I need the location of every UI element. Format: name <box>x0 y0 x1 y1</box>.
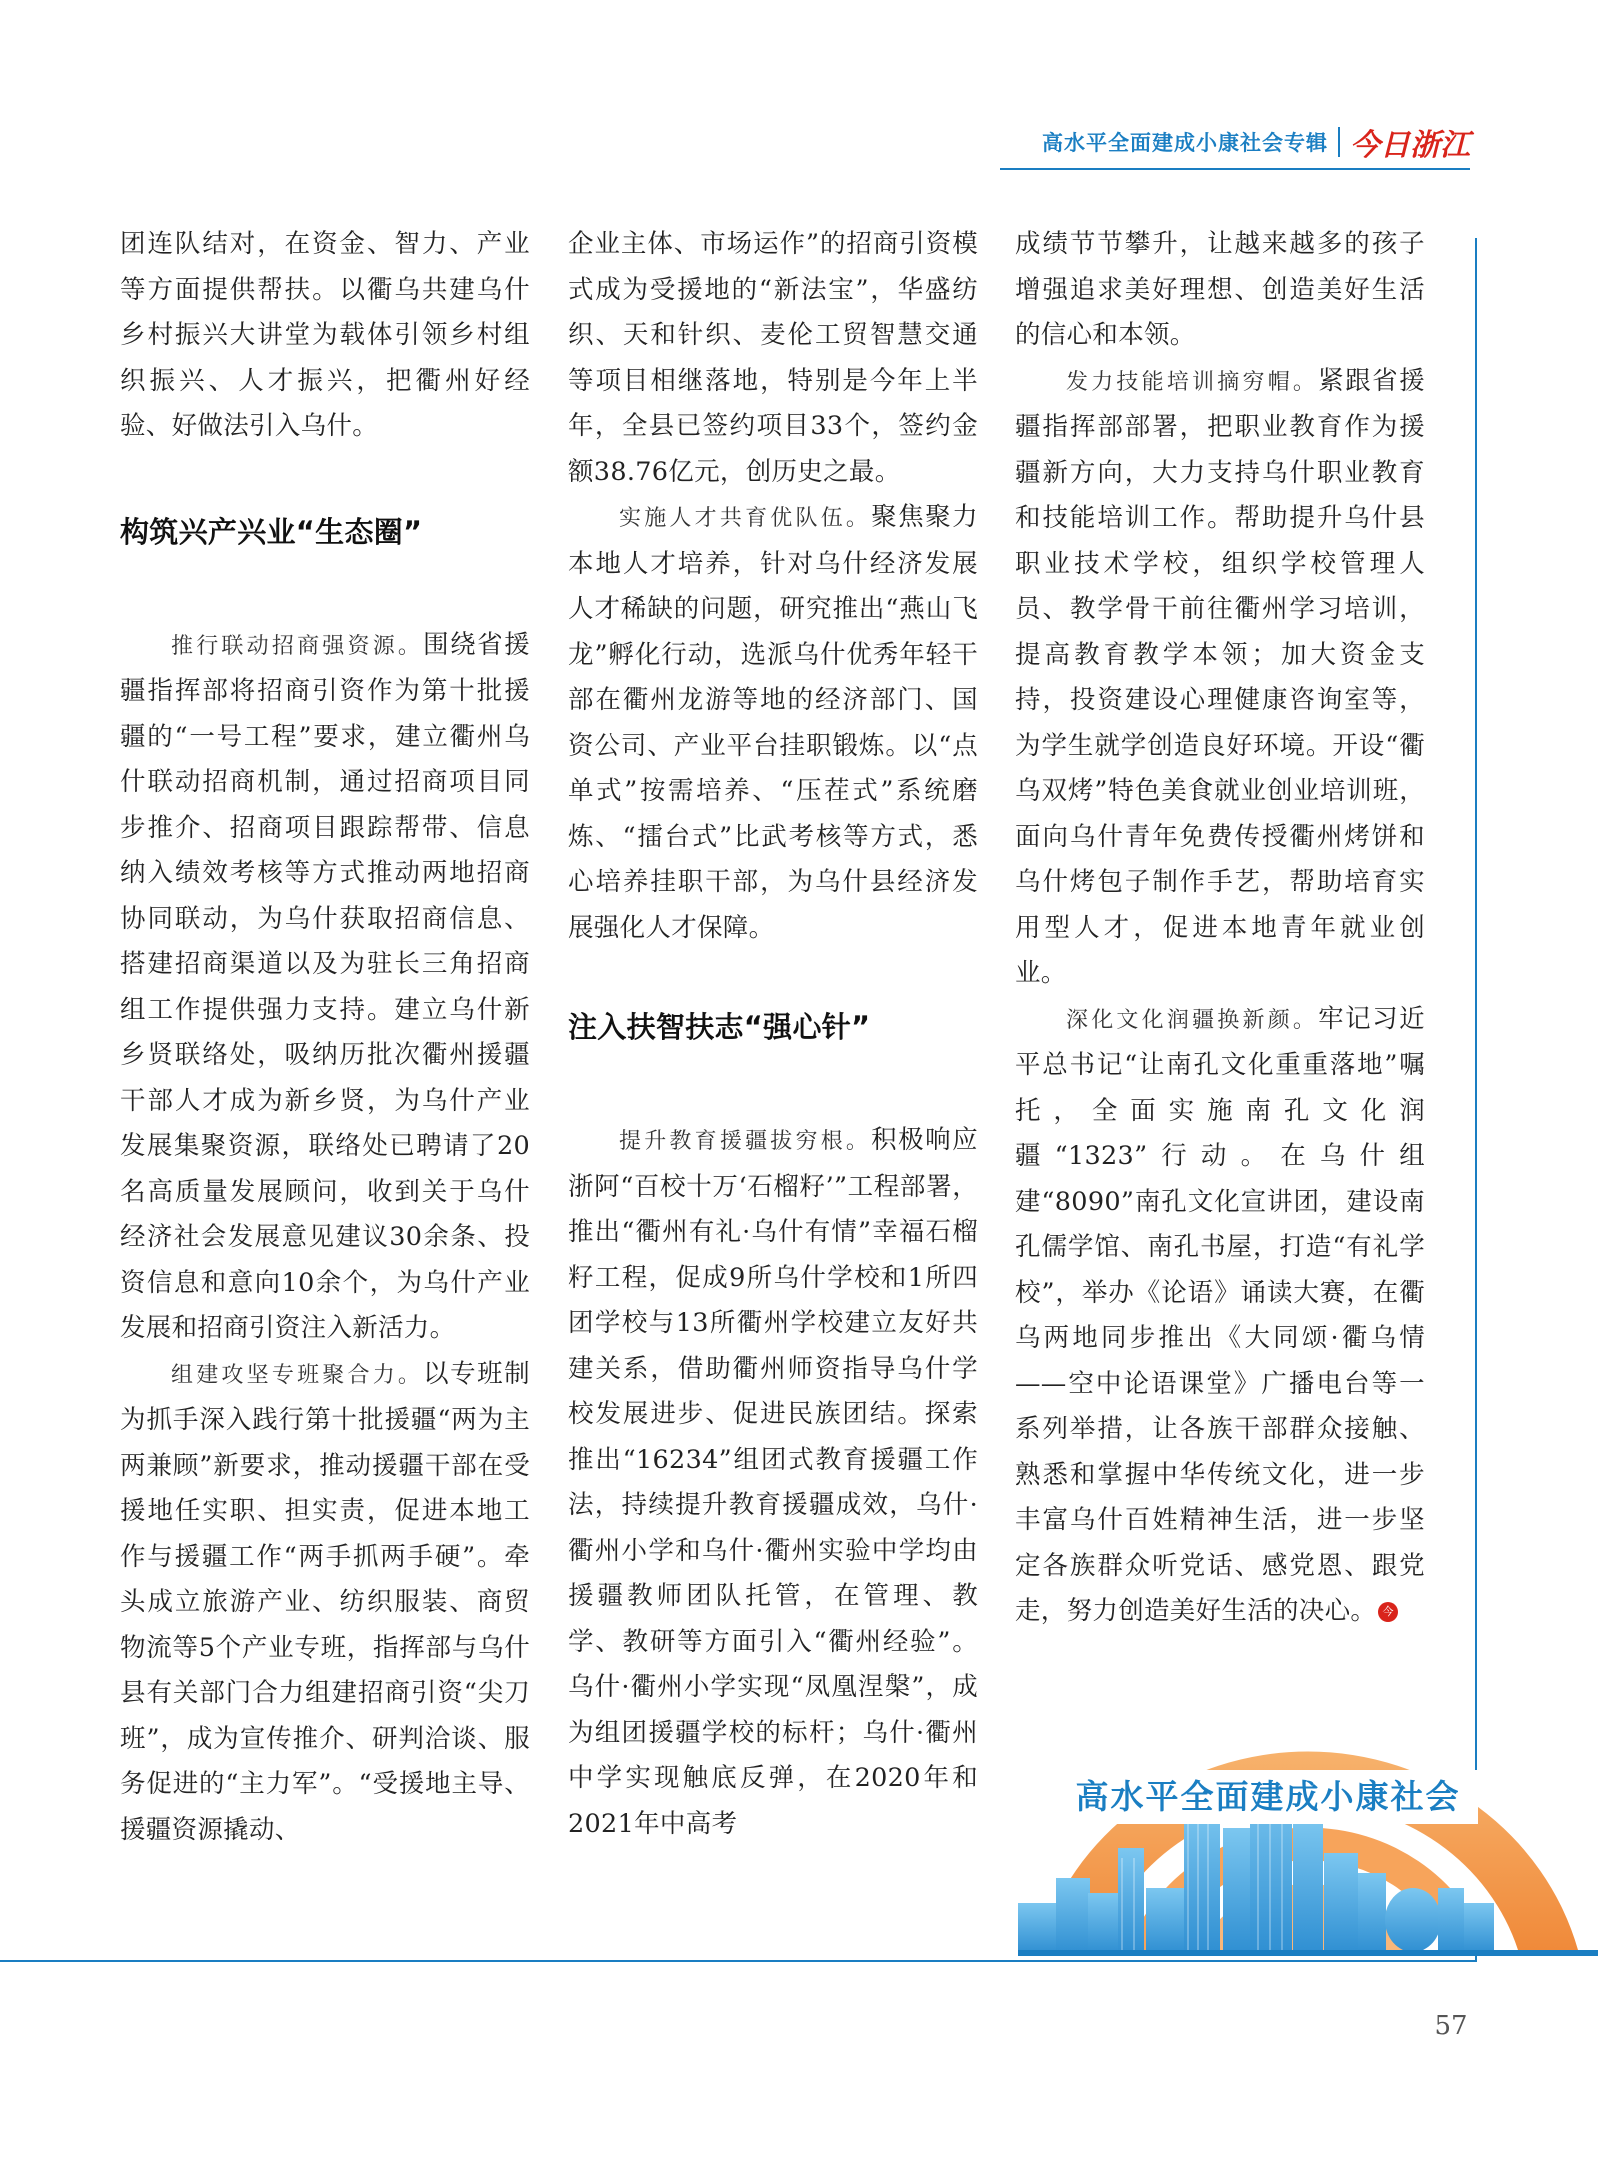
magazine-logo: 今日浙江 <box>1350 128 1470 163</box>
page-number: 57 <box>1434 2011 1468 2041</box>
section-heading: 构筑兴产兴业“生态圈” <box>120 514 423 549</box>
header-divider <box>1338 127 1340 157</box>
paragraph <box>120 1352 530 1854</box>
page-header <box>1000 120 1470 164</box>
paragraph-body: 牢记习近平总书记“让南孔文化重重落地”嘱托，全面实施南孔文化润疆“1323”行动。在乌什组建“8090”南孔文化宣讲团，建设南孔儒学馆、南孔书屋，打造“有礼学校”，举办《论语》诵读大赛，在衢乌两地同步推出《大同颂·衢乌情——空中论语课堂》广播电台等一系列举措，让各族干部群众接触、熟悉和掌握中华传统文化，进一步丰富乌什百姓精神生活，进一步坚定各族群众听党话、感党恩、跟党走，努力创造美好生活的决心。 <box>1015 1003 1425 1626</box>
banner-title: 高水平全面建成小康社会 <box>1058 1770 1478 1824</box>
section-heading: 注入扶智扶志“强心针” <box>568 1010 871 1044</box>
paragraph-lead: 深化文化润疆换新颜。 <box>1066 1007 1319 1033</box>
paragraph-lead: 发力技能培训摘穷帽。 <box>1066 369 1319 395</box>
end-mark-icon: 今 <box>1378 1602 1398 1622</box>
paragraph-lead: 提升教育援疆拔穷根。 <box>619 1129 872 1154</box>
article-column-3 <box>1015 222 1425 1635</box>
paragraph-lead: 组建攻坚专班聚合力。 <box>171 1362 424 1388</box>
article-column-1 <box>120 222 530 1853</box>
paragraph-lead: 推行联动招商强资源。 <box>171 633 424 659</box>
theme-banner <box>1018 1688 1598 1978</box>
paragraph: 企业主体、市场运作”的招商引资模式成为受援地的“新法宝”，华盛纺织、天和针织、麦伦工贸智慧交通等项目相继落地，特别是今年上半年，全县已签约项目33个，签约金额38.76亿元，创历史之最。 <box>568 229 978 487</box>
paragraph <box>568 495 978 951</box>
header-underline <box>1000 168 1470 170</box>
paragraph: 成绩节节攀升，让越来越多的孩子增强追求美好理想、创造美好生活的信心和本领。 <box>1015 229 1425 350</box>
paragraph <box>120 623 530 1352</box>
paragraph <box>568 1118 978 1847</box>
paragraph-body: 以专班制为抓手深入践行第十批援疆“两为主两兼顾”新要求，推动援疆干部在受援地任实职、担实责，促进本地工作与援疆工作“两手抓两手硬”。牵头成立旅游产业、纺织服装、商贸物流等5个产业专班，指挥部与乌什县有关部门合力组建招商引资“尖刀班”，成为宣传推介、研判洽谈、服务促进的“主力军”。“受援地主导、援疆资源撬动、 <box>120 1358 530 1845</box>
paragraph-lead: 实施人才共育优队伍。 <box>619 506 872 531</box>
paragraph-body: 积极响应浙阿“百校十万‘石榴籽’”工程部署，推出“衢州有礼·乌什有情”幸福石榴籽工程，促成9所乌什学校和1所四团学校与13所衢州学校建立友好共建关系，借助衢州师资指导乌什学校发展进步、促进民族团结。探索推出“16234”组团式教育援疆工作法，持续提升教育援疆成效，乌什·衢州小学和乌什·衢州实验中学均由援疆教师团队托管，在管理、教学、教研等方面引入“衢州经验”。乌什·衢州小学实现“凤凰涅槃”，成为组团援疆学校的标杆；乌什·衢州中学实现触底反弹，在2020年和2021年中高考 <box>568 1125 978 1839</box>
section-title: 高水平全面建成小康社会专辑 <box>1042 131 1328 155</box>
article-column-2 <box>568 222 978 1847</box>
skyline-illustration <box>1018 1688 1598 1978</box>
paragraph <box>1015 997 1425 1635</box>
paragraph <box>1015 359 1425 997</box>
paragraph-body: 围绕省援疆指挥部将招商引资作为第十批援疆的“一号工程”要求，建立衢州乌什联动招商机制，通过招商项目同步推介、招商项目跟踪帮带、信息纳入绩效考核等方式推动两地招商协同联动，为乌什获取招商信息、搭建招商渠道以及为驻长三角招商组工作提供强力支持。建立乌什新乡贤联络处，吸纳历批次衢州援疆干部人才成为新乡贤，为乌什产业发展集聚资源，联络处已聘请了20名高质量发展顾问，收到关于乌什经济社会发展意见建议30余条、投资信息和意向10余个，为乌什产业发展和招商引资注入新活力。 <box>120 629 530 1343</box>
paragraph-body: 聚焦聚力本地人才培养，针对乌什经济发展人才稀缺的问题，研究推出“燕山飞龙”孵化行动，选派乌什优秀年轻干部在衢州龙游等地的经济部门、国资公司、产业平台挂职锻炼。以“点单式”按需培养、“压茬式”系统磨炼、“擂台式”比武考核等方式，悉心培养挂职干部，为乌什县经济发展强化人才保障。 <box>568 502 978 943</box>
paragraph-body: 紧跟省援疆指挥部部署，把职业教育作为援疆新方向，大力支持乌什职业教育和技能培训工作。帮助提升乌什县职业技术学校，组织学校管理人员、教学骨干前往衢州学习培训，提高教育教学本领；加大资金支持，投资建设心理健康咨询室等，为学生就学创造良好环境。开设“衢乌双烤”特色美食就业创业培训班，面向乌什青年免费传授衢州烤饼和乌什烤包子制作手艺，帮助培育实用型人才，促进本地青年就业创业。 <box>1015 365 1425 988</box>
paragraph: 团连队结对，在资金、智力、产业等方面提供帮扶。以衢乌共建乌什乡村振兴大讲堂为载体引领乡村组织振兴、人才振兴，把衢州好经验、好做法引入乌什。 <box>120 229 530 441</box>
